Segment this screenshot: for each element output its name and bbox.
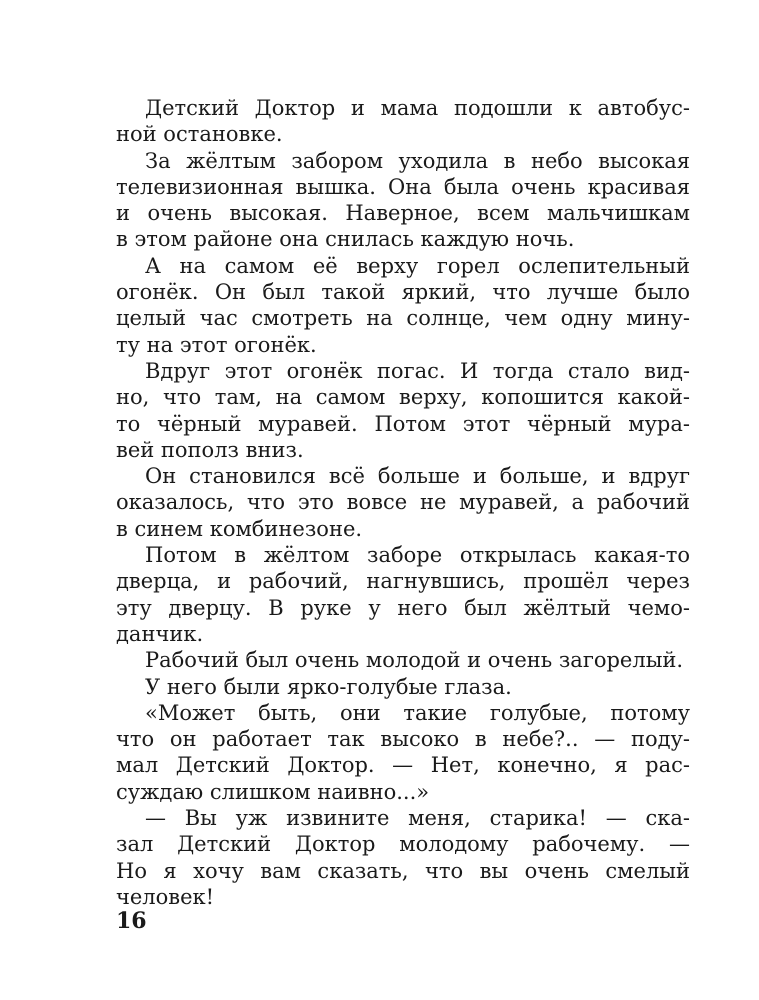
text-line: зал Детский Доктор молодому рабочему. — [116,832,690,857]
paragraph [116,805,690,910]
paragraph [116,253,690,358]
text-line: эту дверцу. В руке у него был жёлтый чемо- [116,595,690,620]
paragraph [116,542,690,647]
text-line: огонёк. Он был такой яркий, что лучше было [116,280,690,305]
paragraph [116,358,690,463]
text-line: «Может быть, они такие голубые, потому [145,700,690,725]
paragraph [116,647,690,673]
text-line: За жёлтым забором уходила в небо высокая [145,148,690,173]
text-line: вей пополз вниз. [116,437,304,462]
paragraph [116,674,690,700]
text-line: Детский Доктор и мама подошли к автобус- [145,96,690,120]
text-line: Потом в жёлтом заборе открылась какая-то [145,543,690,568]
text-line: человек! [116,884,215,909]
page-number: 16 [116,908,147,934]
paragraph [116,700,690,805]
text-line: — Вы уж извините меня, старика! — ска- [145,806,690,831]
text-line: А на самом её верху горел ослепительный [145,253,690,278]
text-line: оказалось, что это вовсе не муравей, а рабочий [116,490,690,515]
text-line: телевизионная вышка. Она была очень красивая [116,174,690,199]
text-line: Рабочий был очень молодой и очень загорелый. [145,648,684,673]
paragraph [116,95,690,148]
text-line: в этом районе она снилась каждую ночь. [116,227,575,252]
text-line: суждаю слишком наивно...» [116,779,430,804]
text-line: дверца, и рабочий, нагнувшись, прошёл через [116,569,690,594]
text-line: Но я хочу вам сказать, что вы очень смелый [116,858,690,883]
text-line: то чёрный муравей. Потом этот чёрный мура- [116,411,690,436]
text-line: У него были ярко-голубые глаза. [145,674,512,699]
paragraph [116,148,690,253]
text-line: в синем комбинезоне. [116,516,363,541]
text-line: Он становился всё больше и больше, и вдруг [145,464,690,489]
text-line: данчик. [116,621,204,646]
text-line: ту на этот огонёк. [116,332,317,357]
text-line: Вдруг этот огонёк погас. И тогда стало вид- [145,358,690,383]
text-line: но, что там, на самом верху, копошится какой- [116,385,690,410]
text-line: ной остановке. [116,122,283,147]
paragraph [116,463,690,542]
text-line: целый час смотреть на солнце, чем одну мину- [116,306,690,331]
text-line: что он работает так высоко в небе?.. — поду- [116,727,690,752]
text-line: и очень высокая. Наверное, всем мальчишкам [116,201,690,226]
body-text [116,95,690,910]
text-line: мал Детский Доктор. — Нет, конечно, я рас- [116,753,690,778]
